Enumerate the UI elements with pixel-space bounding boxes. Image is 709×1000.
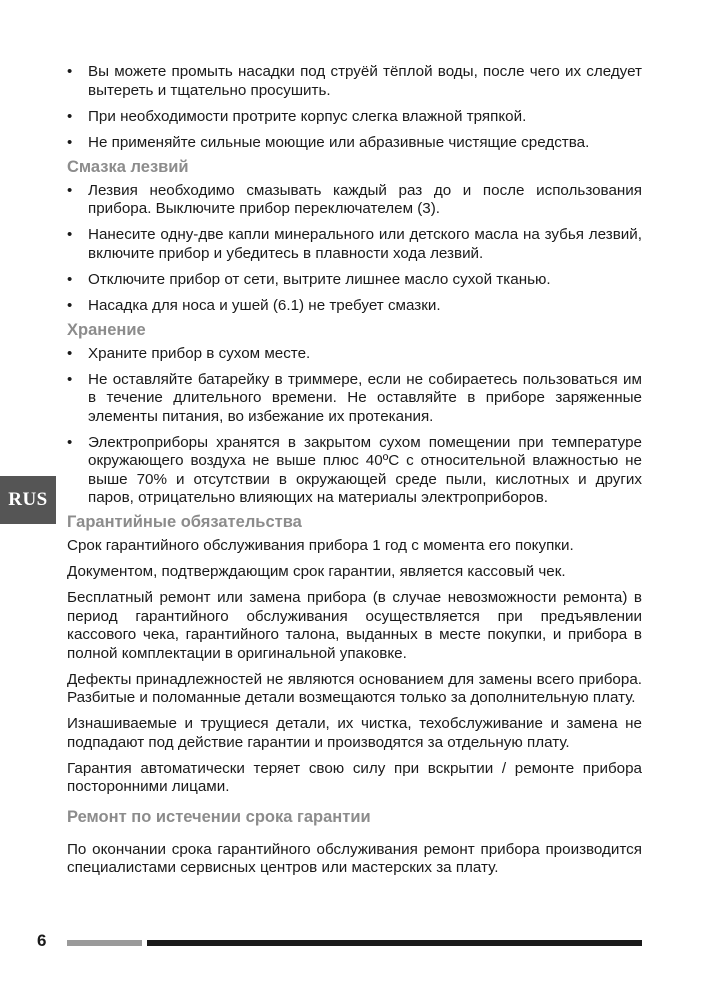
paragraph: Срок гарантийного обслуживания прибора 1 год с момента его покупки. <box>67 537 574 554</box>
page-content <box>67 63 642 885</box>
list-item: • Насадка для носа и ушей (6.1) не требует смазки. <box>67 297 642 316</box>
list-item: • Храните прибор в сухом месте. <box>67 345 642 364</box>
cleaning-list <box>67 63 642 152</box>
blade-care-list <box>67 182 642 316</box>
list-item: • При необходимости протрите корпус слегка влажной тряпкой. <box>67 108 642 127</box>
list-item: • Лезвия необходимо смазывать каждый раз до и после использования прибора. Выключите прибор переключателем (3). <box>67 182 642 219</box>
section-heading-warranty: Гарантийные обязательства <box>67 513 302 531</box>
list-item: • Отключите прибор от сети, вытрите лишнее масло сухой тканью. <box>67 271 642 290</box>
page-number: 6 <box>37 931 47 950</box>
paragraph: Гарантия автоматически теряет свою силу при вскрытии / ремонте прибора посторонними лицами. <box>67 759 642 795</box>
list-item: • Не применяйте сильные моющие или абразивные чистящие средства. <box>67 134 642 153</box>
list-item: • Не оставляйте батарейку в триммере, если не собираетесь пользоваться им в течение длительного времени. Не оставляйте в приборе заряженные элементы питания, во избежание их протекания. <box>67 371 642 427</box>
paragraph: По окончании срока гарантийного обслуживания ремонт прибора производится специалистами сервисных центров или мастерских за плату. <box>67 840 642 876</box>
list-item: • Электроприборы хранятся в закрытом сухом помещении при температуре окружающего воздуха не выше плюс 40ºC с относительной влажностью не выше 70% и отсутствии в окружающей среде пыли, кислотных и других паров, отрицательно влияющих на материалы электроприборов. <box>67 434 642 508</box>
paragraph: Документом, подтверждающим срок гарантии, является кассовый чек. <box>67 563 566 580</box>
list-item: • Нанесите одну-две капли минерального или детского масла на зубья лезвий, включите прибор и убедитесь в плавности хода лезвий. <box>67 226 642 263</box>
footer-rule-gray <box>67 940 142 946</box>
paragraph: Изнашиваемые и трущиеся детали, их чистка, техобслуживание и замена не подпадают под действие гарантии и производятся за отдельную плату. <box>67 715 642 751</box>
section-heading-storage: Хранение <box>67 320 146 339</box>
list-item: • Вы можете промыть насадки под струёй тёплой воды, после чего их следует вытереть и тщательно просушить. <box>67 63 642 100</box>
section-heading-post-warranty-repair: Ремонт по истечении срока гарантии <box>67 807 371 826</box>
paragraph: Бесплатный ремонт или замена прибора (в случае невозможности ремонта) в период гарантийного обслуживания осуществляется при предъявлении кассового чека, гарантийного талона, выданных в месте покупки, и прибора в полной комплектации в оригинальной упаковке. <box>67 589 642 662</box>
footer-rule-black <box>147 940 642 946</box>
section-heading-blade-care: Смазка лезвий <box>67 157 189 176</box>
language-tab: RUS <box>0 476 56 524</box>
storage-list <box>67 345 642 508</box>
paragraph: Дефекты принадлежностей не являются основанием для замены всего прибора. Разбитые и поломанные детали возмещаются только за дополнительную плату. <box>67 670 642 706</box>
